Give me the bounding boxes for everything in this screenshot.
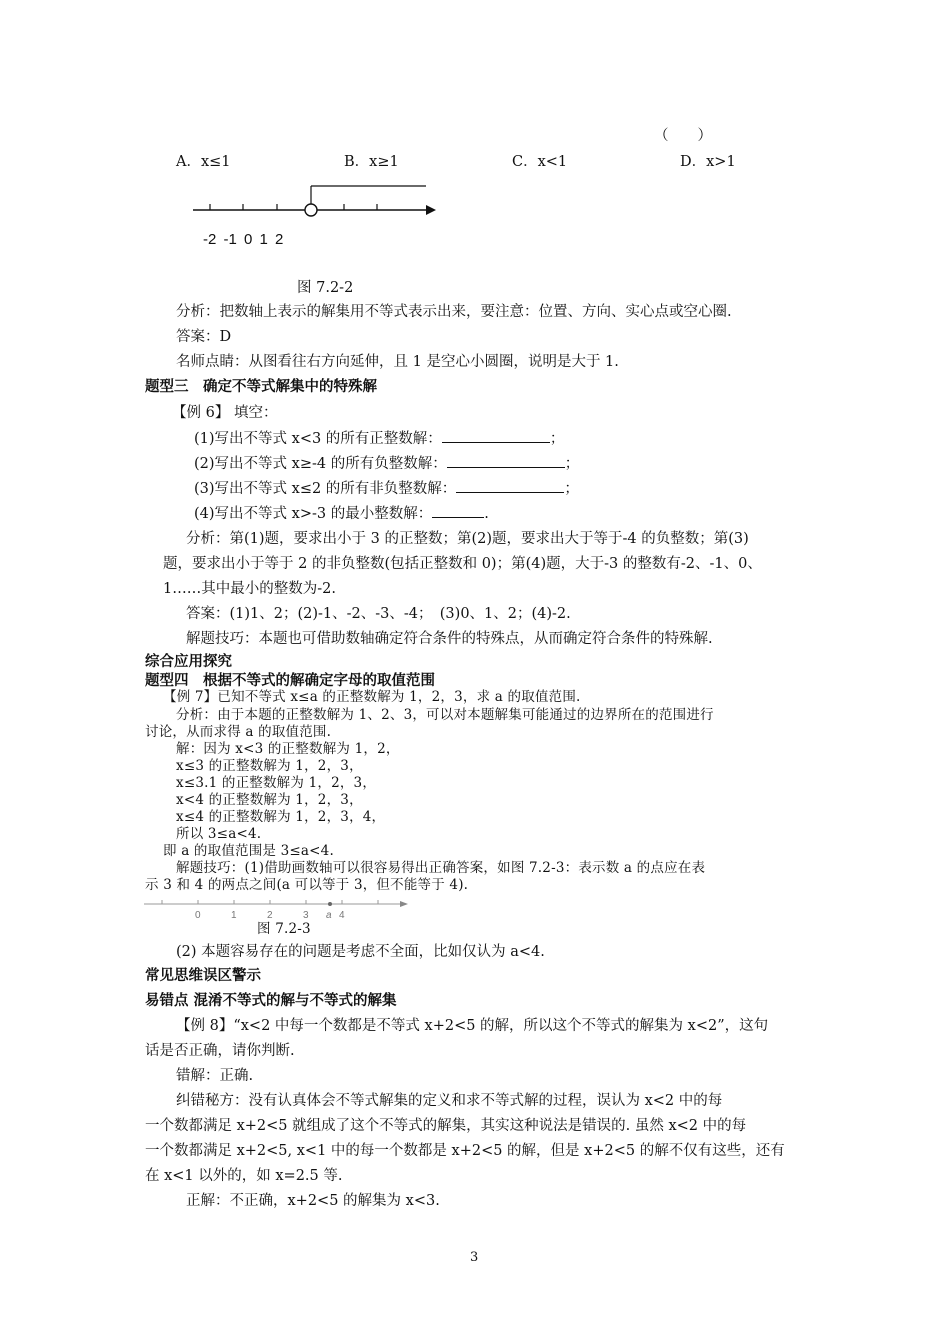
tick-label: 4 [339,910,345,921]
page-number: 3 [470,1250,479,1265]
section-title: 题型四 根据不等式的解确定字母的取值范围 [145,673,435,689]
axis-arrow [400,901,408,907]
open-circle-point [305,204,317,216]
point-a [328,902,332,906]
analysis-text: 分析：把数轴上表示的解集用不等式表示出来，要注意：位置、方向、实心点或空心圈. [176,304,732,320]
fill-item-4: (4)写出不等式 x>-3 的最小整数解： . [194,506,489,522]
note-text: (2) 本题容易存在的问题是考虑不全面，比如仅认为 a<4. [176,944,545,960]
technique-text: 解题技巧：本题也可借助数轴确定符合条件的特殊点，从而确定符合条件的特殊解. [186,631,713,647]
technique-text: 示 3 和 4 的两点之间(a 可以等于 3，但不能等于 4). [145,877,469,893]
solution-line: x≤3 的正整数解为 1，2，3， [176,758,363,774]
tick-label: 0 [195,910,201,921]
analysis-text: 讨论，从而求得 a 的取值范围. [145,724,332,740]
solution-line: x<4 的正整数解为 1，2，3， [176,792,363,808]
example-label: 【例 6】 填空： [172,405,278,421]
analysis-text: 1……其中最小的整数为-2. [163,581,336,597]
tick-label: 3 [303,910,309,921]
correct-solution: 正解：不正确，x+2<5 的解集为 x<3. [186,1193,440,1209]
option-b: B．x≥1 [344,154,399,170]
fix-text: 在 x<1 以外的，如 x=2.5 等. [145,1168,343,1184]
fill-item-3: (3)写出不等式 x≤2 的所有非负整数解： ； [194,481,579,497]
analysis-text: 分析：由于本题的正整数解为 1、2、3，可以对本题解集可能通过的边界所在的范围进行 [176,707,714,723]
axis-arrow [426,205,436,215]
answer-text: 答案：D [176,329,232,345]
example-question: 【例 8】“x<2 中每一个数都是不等式 x+2<5 的解，所以这个不等式的解集为 x<2”，这句 [176,1018,769,1034]
section-title: 综合应用探究 [145,654,232,670]
figure-caption: 图 7.2-3 [257,921,311,937]
fix-text: 一个数都满足 x+2<5 就组成了这个不等式的解集，其实这种说法是错误的. 虽然 x<2 中的每 [145,1118,747,1134]
fill-item-2: (2)写出不等式 x≥-4 的所有负整数解： ； [194,456,580,472]
option-d: D．x>1 [680,154,736,170]
fix-text: 纠错秘方：没有认真体会不等式解集的定义和求不等式解的过程，误认为 x<2 中的每 [176,1093,723,1109]
fill-item-1: (1)写出不等式 x<3 的所有正整数解： ； [194,431,565,447]
section-title: 题型三 确定不等式解集中的特殊解 [145,379,377,395]
answer-text: 答案：(1)1、2；(2)-1、-2、-3、-4； (3)0、1、2；(4)-2. [186,606,571,622]
solution-line: 所以 3≤a<4. [176,826,262,842]
section-title: 易错点 混淆不等式的解与不等式的解集 [145,993,397,1009]
example-question: 【例 7】已知不等式 x≤a 的正整数解为 1，2，3，求 a 的取值范围. [163,689,581,705]
analysis-text: 题，要求出小于等于 2 的非负整数(包括正整数和 0)；第(4)题，大于-3 的整数有-2、-1、0、 [163,556,762,572]
figure-caption: 图 7.2-2 [297,280,354,296]
option-c: C．x<1 [512,154,568,170]
answer-blank[interactable] [432,504,484,518]
solution-line: x≤4 的正整数解为 1，2，3，4， [176,809,386,825]
fix-text: 一个数都满足 x+2<5, x<1 中的每一个数都是 x+2<5 的解，但是 x+2<5 的解不仅有这些，还有 [145,1143,785,1159]
answer-blank[interactable] [447,454,565,468]
tick-label: 2 [267,910,273,921]
answer-blank[interactable] [456,479,564,493]
number-line-figure-7-2-2 [190,178,450,228]
option-a: A．x≤1 [176,154,231,170]
technique-text: 解题技巧：(1)借助画数轴可以很容易得出正确答案，如图 7.2-3：表示数 a 的点应在表 [176,860,706,876]
tick-label-a: a [326,910,332,921]
tick-label: 1 [231,910,237,921]
section-title: 常见思维误区警示 [145,968,261,984]
wrong-solution: 错解：正确. [176,1068,254,1084]
axis-labels: -2 -1 0 1 2 [203,231,284,248]
solution-line: 解：因为 x<3 的正整数解为 1，2， [176,741,400,757]
example-question: 话是否正确，请你判断. [145,1043,295,1059]
answer-bracket: （ ） [654,128,712,144]
analysis-text: 分析：第(1)题，要求出小于 3 的正整数；第(2)题，要求出大于等于-4 的负整数；第(3) [186,531,749,547]
solution-line: x≤3.1 的正整数解为 1，2，3， [176,775,377,791]
solution-line: 即 a 的取值范围是 3≤a<4. [163,843,334,859]
answer-blank[interactable] [442,429,550,443]
tip-text: 名师点睛：从图看往右方向延伸，且 1 是空心小圆圈，说明是大于 1. [176,354,619,370]
